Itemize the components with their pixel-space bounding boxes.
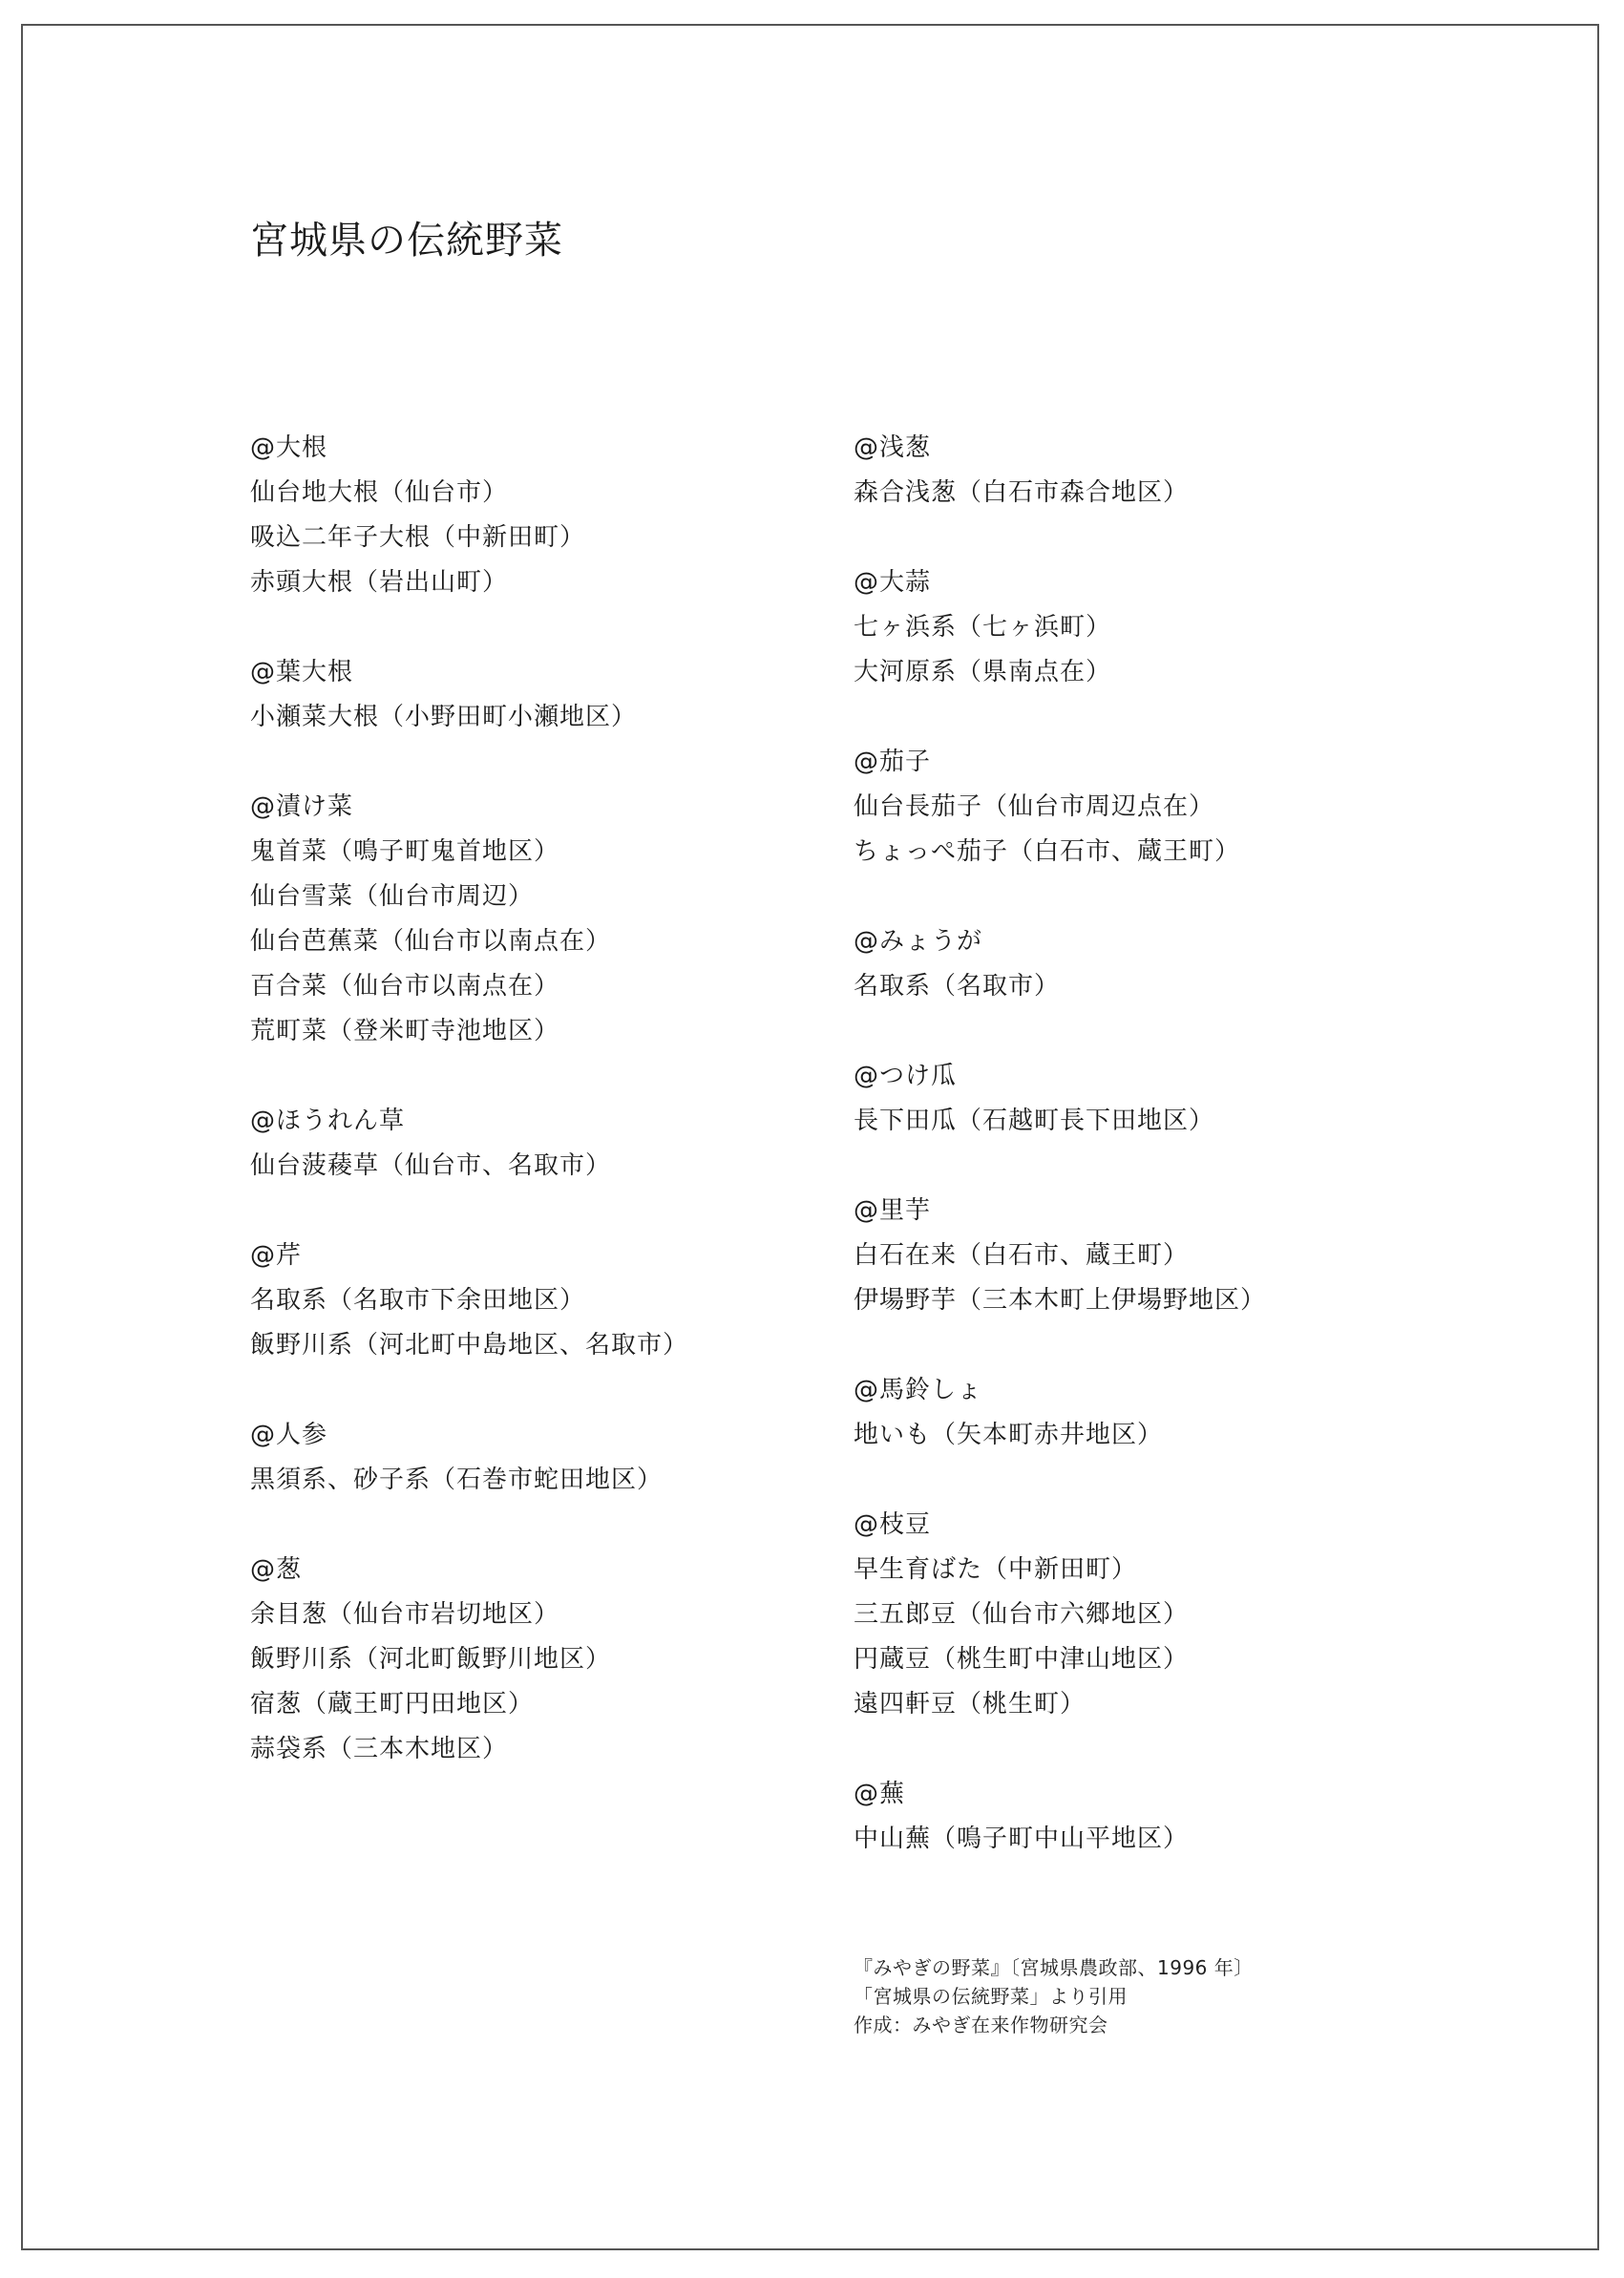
group-heading: @漬け菜 bbox=[250, 792, 354, 821]
variety-item: 名取系（名取市） bbox=[854, 972, 1061, 1001]
vegetable-group-ninjin bbox=[250, 1413, 842, 1503]
variety-item: 伊場野芋（三本木町上伊場野地区） bbox=[854, 1286, 1267, 1315]
variety-item: 仙台長茄子（仙台市周辺点在） bbox=[854, 792, 1215, 821]
document-title: 宮城県の伝統野菜 bbox=[250, 219, 563, 263]
author-credit: 作成：みやぎ在来作物研究会 bbox=[854, 2014, 1108, 2036]
vegetable-group-ha-daikon bbox=[250, 650, 842, 740]
variety-item: 仙台芭蕉菜（仙台市以南点在） bbox=[250, 927, 612, 956]
source-note bbox=[854, 1953, 1254, 2039]
source-citation: 『みやぎの野菜』〔宮城県農政部、1996 年〕 bbox=[854, 1956, 1254, 1979]
vegetable-group-asatsuki bbox=[854, 426, 1445, 516]
variety-item: 荒町菜（登米町寺池地区） bbox=[250, 1017, 560, 1045]
vegetable-group-tsukeuri bbox=[854, 1054, 1445, 1144]
group-heading: @茄子 bbox=[854, 748, 932, 776]
group-heading: @大蒜 bbox=[854, 568, 932, 597]
variety-item: 名取系（名取市下余田地区） bbox=[250, 1286, 586, 1315]
variety-item: 飯野川系（河北町飯野川地区） bbox=[250, 1645, 612, 1674]
vegetable-group-horenso bbox=[250, 1099, 842, 1189]
variety-item: 七ヶ浜系（七ヶ浜町） bbox=[854, 613, 1112, 642]
group-heading: @葱 bbox=[250, 1555, 303, 1584]
group-heading: @里芋 bbox=[854, 1196, 932, 1225]
variety-item: 飯野川系（河北町中島地区、名取市） bbox=[250, 1331, 689, 1360]
variety-item: 赤頭大根（岩出山町） bbox=[250, 568, 509, 597]
variety-item: 仙台雪菜（仙台市周辺） bbox=[250, 882, 535, 911]
group-heading: @浅葱 bbox=[854, 433, 932, 462]
variety-item: 円蔵豆（桃生町中津山地区） bbox=[854, 1645, 1190, 1674]
variety-item: 遠四軒豆（桃生町） bbox=[854, 1690, 1086, 1719]
variety-item: 仙台菠薐草（仙台市、名取市） bbox=[250, 1151, 612, 1180]
vegetable-group-negi bbox=[250, 1548, 842, 1772]
left-column bbox=[250, 426, 842, 1817]
group-heading: @芹 bbox=[250, 1241, 303, 1270]
source-quote: 「宮城県の伝統野菜」より引用 bbox=[854, 1985, 1128, 2008]
vegetable-group-seri bbox=[250, 1234, 842, 1368]
group-heading: @蕪 bbox=[854, 1780, 906, 1808]
variety-item: 仙台地大根（仙台市） bbox=[250, 478, 509, 507]
variety-item: 蒜袋系（三本木地区） bbox=[250, 1735, 509, 1763]
vegetable-group-ninniku bbox=[854, 560, 1445, 695]
variety-item: 白石在来（白石市、蔵王町） bbox=[854, 1241, 1190, 1270]
variety-item: 三五郎豆（仙台市六郷地区） bbox=[854, 1600, 1190, 1629]
group-heading: @ほうれん草 bbox=[250, 1107, 406, 1135]
group-heading: @大根 bbox=[250, 433, 328, 462]
vegetable-group-myoga bbox=[854, 919, 1445, 1009]
vegetable-group-daikon bbox=[250, 426, 842, 605]
vegetable-group-tsukena bbox=[250, 785, 842, 1054]
group-heading: @枝豆 bbox=[854, 1510, 932, 1539]
group-heading: @つけ瓜 bbox=[854, 1062, 958, 1090]
variety-item: 宿葱（蔵王町円田地区） bbox=[250, 1690, 535, 1719]
variety-item: ちょっぺ茄子（白石市、蔵王町） bbox=[854, 837, 1241, 866]
variety-item: 地いも（矢本町赤井地区） bbox=[854, 1421, 1164, 1449]
vegetable-group-satoimo bbox=[854, 1189, 1445, 1323]
variety-item: 早生育ばた（中新田町） bbox=[854, 1555, 1138, 1584]
vegetable-group-bareisho bbox=[854, 1368, 1445, 1458]
vegetable-group-edamame bbox=[854, 1503, 1445, 1727]
group-heading: @馬鈴しょ bbox=[854, 1376, 983, 1404]
variety-item: 百合菜（仙台市以南点在） bbox=[250, 972, 560, 1001]
right-column bbox=[854, 426, 1445, 1907]
group-heading: @葉大根 bbox=[250, 658, 354, 686]
variety-item: 長下田瓜（石越町長下田地区） bbox=[854, 1107, 1215, 1135]
variety-item: 森合浅葱（白石市森合地区） bbox=[854, 478, 1190, 507]
group-heading: @人参 bbox=[250, 1421, 328, 1449]
variety-item: 中山蕪（鳴子町中山平地区） bbox=[854, 1825, 1190, 1853]
variety-item: 黒須系、砂子系（石巻市蛇田地区） bbox=[250, 1466, 664, 1494]
variety-item: 鬼首菜（鳴子町鬼首地区） bbox=[250, 837, 560, 866]
group-heading: @みょうが bbox=[854, 927, 983, 956]
vegetable-group-kabu bbox=[854, 1772, 1445, 1862]
variety-item: 吸込二年子大根（中新田町） bbox=[250, 523, 586, 552]
variety-item: 大河原系（県南点在） bbox=[854, 658, 1112, 686]
variety-item: 余目葱（仙台市岩切地区） bbox=[250, 1600, 560, 1629]
variety-item: 小瀬菜大根（小野田町小瀬地区） bbox=[250, 703, 638, 731]
vegetable-group-nasu bbox=[854, 740, 1445, 875]
